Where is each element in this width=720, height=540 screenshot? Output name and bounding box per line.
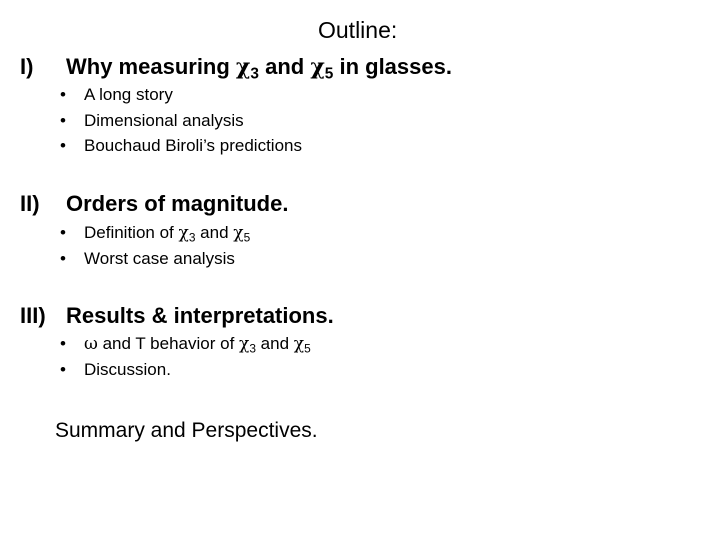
bullet-icon: •	[60, 248, 66, 268]
section-3-bullet-list	[56, 331, 311, 382]
bullet-icon: •	[60, 334, 66, 353]
section-1-heading	[66, 54, 452, 83]
outline-title: Outline:	[318, 17, 398, 43]
omega-symbol: ω	[84, 334, 98, 354]
list-item	[56, 108, 302, 134]
section-3-number: III)	[20, 303, 46, 328]
chi-symbol: χ	[239, 334, 250, 354]
list-item	[56, 357, 311, 383]
bullet-icon: •	[60, 85, 66, 104]
chi-subscript: 3	[249, 341, 256, 356]
chi-subscript: 5	[243, 230, 251, 245]
chi-subscript: 3	[188, 230, 196, 245]
bullet-text: Dimensional analysis	[84, 110, 244, 130]
list-item	[56, 82, 302, 108]
chi-subscript: 5	[324, 65, 334, 83]
chi-symbol: χ	[310, 54, 325, 80]
section-1-number: I)	[20, 54, 34, 79]
chi-symbol: χ	[293, 334, 305, 354]
section-1-heading-mid: and	[258, 54, 311, 79]
chi-symbol: χ	[178, 223, 189, 243]
list-item	[56, 220, 250, 246]
section-1-heading-post: in glasses.	[333, 54, 452, 79]
bullet-text: Worst case analysis	[84, 248, 235, 268]
section-3-heading: Results & interpretations.	[66, 303, 334, 328]
section-1-heading-pre: Why measuring	[66, 54, 236, 79]
list-item	[56, 246, 250, 272]
bullet-icon: •	[60, 359, 66, 379]
section-2-number: II)	[20, 191, 40, 216]
section-2-bullet-list	[56, 220, 250, 271]
summary-line: Summary and Perspectives.	[55, 419, 318, 442]
list-item	[56, 133, 302, 159]
bullet-icon: •	[60, 110, 66, 130]
chi-subscript: 5	[304, 341, 311, 356]
bullet-icon: •	[60, 223, 66, 242]
bullet-text: Bouchaud Biroli’s predictions	[84, 136, 302, 155]
bullet-icon: •	[60, 136, 66, 155]
bullet-text: A long story	[84, 85, 173, 104]
bullet-text: Definition of $\chi_3$ and $\chi_5$	[84, 223, 251, 245]
list-item	[56, 331, 311, 357]
section-2-heading: Orders of magnitude.	[66, 191, 289, 216]
chi-subscript: 3	[250, 65, 259, 83]
chi-symbol: χ	[235, 54, 251, 80]
bullet-text: Discussion.	[84, 359, 171, 379]
bullet-text: ω and T behavior of $\chi_3$ and $\chi_5$	[84, 334, 311, 356]
chi-symbol: χ	[233, 223, 244, 243]
section-1-bullet-list	[56, 82, 302, 159]
